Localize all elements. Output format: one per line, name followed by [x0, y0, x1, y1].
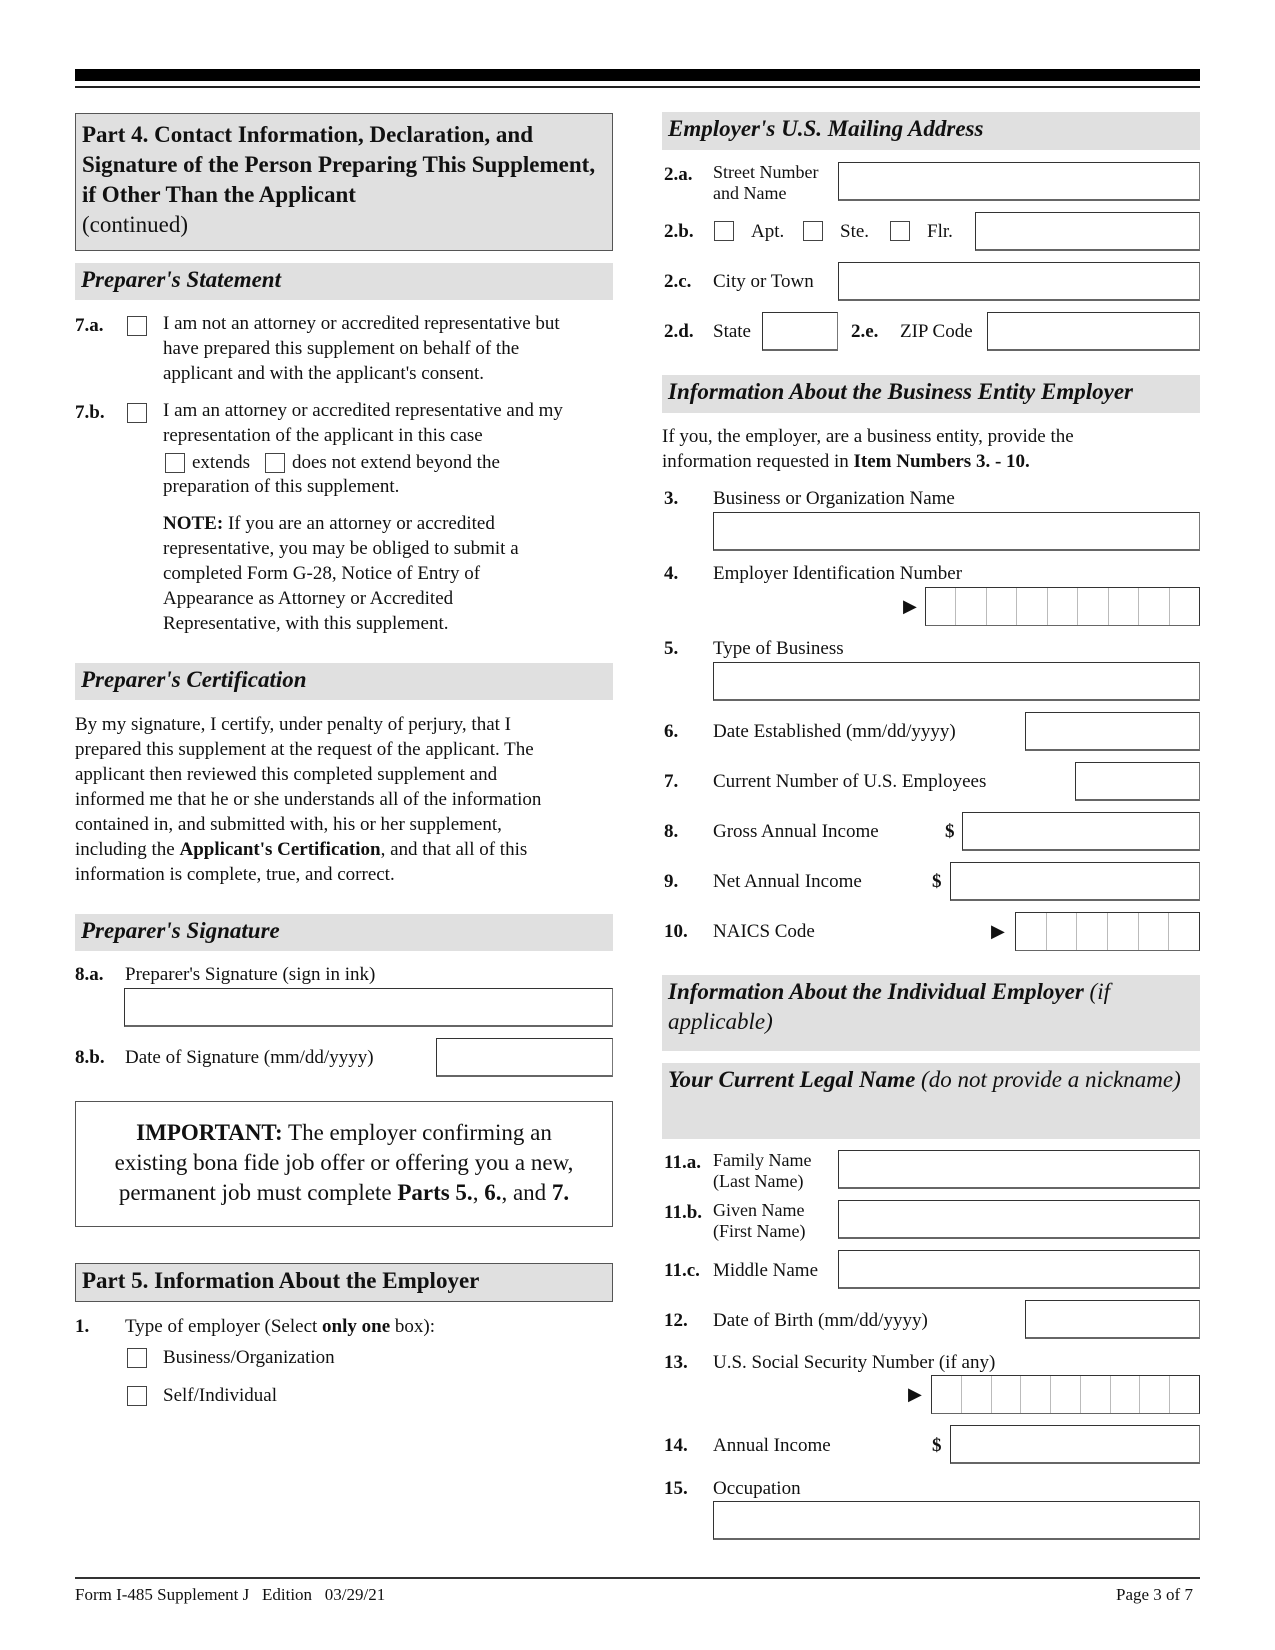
annual-income-field[interactable]	[950, 1425, 1200, 1464]
date-established-field[interactable]	[1025, 712, 1200, 751]
important-parts7: 7.	[551, 1180, 570, 1205]
apt-label: Apt.	[751, 221, 785, 242]
item-7a-line2: have prepared this supplement on behalf of the	[163, 338, 520, 359]
street-number-name-field[interactable]	[838, 162, 1200, 201]
important-and: , and	[501, 1180, 552, 1205]
preparers-signature-heading: Preparer's Signature	[75, 914, 613, 951]
ein-field[interactable]	[925, 587, 1200, 626]
item-1-number: 1.	[75, 1316, 90, 1337]
item-6-label: Date Established (mm/dd/yyyy)	[713, 721, 956, 742]
net-income-dollar-sign: $	[932, 871, 942, 892]
item-13-number: 13.	[664, 1352, 688, 1373]
annual-income-dollar-sign: $	[932, 1435, 942, 1456]
mailing-address-heading: Employer's U.S. Mailing Address	[662, 112, 1200, 150]
part4-continued: (continued)	[82, 212, 189, 237]
legal-name-heading-light: (do not provide a nickname)	[915, 1067, 1181, 1092]
item-9-number: 9.	[664, 871, 679, 892]
legal-name-heading	[662, 1063, 1200, 1139]
checkbox-flr[interactable]	[890, 221, 910, 241]
cert-line4: informed me that he or she understands all of the information	[75, 789, 542, 810]
cert-line3: applicant then reviewed this completed supplement and	[75, 764, 498, 785]
part5-title: Part 5. Information About the Employer	[82, 1268, 480, 1293]
cert-line2: prepared this supplement at the request of the applicant. The	[75, 739, 534, 760]
item-8a-label: Preparer's Signature (sign in ink)	[125, 964, 376, 985]
cert-line6-prefix: including the	[75, 839, 180, 860]
naics-code-field[interactable]	[1015, 912, 1200, 951]
item-10-label: NAICS Code	[713, 921, 815, 942]
option-self-individual: Self/Individual	[163, 1385, 277, 1406]
item-11b-number: 11.b.	[664, 1202, 703, 1223]
item-8-number: 8.	[664, 821, 679, 842]
occupation-field[interactable]	[713, 1501, 1200, 1540]
intro-line1: If you, the employer, are a business entity, provide the	[662, 426, 1074, 447]
item-2e-label: ZIP Code	[900, 321, 973, 342]
item-14-label: Annual Income	[713, 1435, 831, 1456]
item-7b-line1: I am an attorney or accredited representative and my	[163, 400, 563, 421]
cert-applicant-certification: Applicant's Certification	[179, 839, 381, 860]
item-11b-label-line2: (First Name)	[713, 1221, 806, 1241]
item-7a-number: 7.a.	[75, 315, 104, 336]
cert-line7: information is complete, true, and correct.	[75, 864, 395, 885]
legal-name-heading-bold: Your Current Legal Name	[668, 1067, 916, 1092]
item-6-number: 6.	[664, 721, 679, 742]
item-11a-label-line2: (Last Name)	[713, 1171, 804, 1191]
individual-employer-heading-light: (if applicable)	[668, 979, 1110, 1034]
item-4-label: Employer Identification Number	[713, 563, 963, 584]
important-notice	[75, 1101, 613, 1227]
gross-income-dollar-sign: $	[945, 821, 955, 842]
important-line2: existing bona fide job offer or offering you a new,	[114, 1150, 574, 1175]
footer-form-id: Form I-485 Supplement J Edition 03/29/21	[75, 1585, 386, 1604]
item-11b-label	[713, 1200, 805, 1242]
note-line3: completed Form G-28, Notice of Entry of	[163, 563, 481, 584]
business-entity-heading: Information About the Business Entity Employer	[662, 375, 1200, 413]
item-2e-number: 2.e.	[851, 321, 879, 342]
item-1-label	[125, 1314, 435, 1339]
item-3-label: Business or Organization Name	[713, 488, 955, 509]
certification-text	[75, 712, 615, 887]
part4-title: Part 4. Contact Information, Declaration, and Signature of the Person Preparing This Supplement, if Other Than the Applicant	[82, 122, 596, 207]
note-line2: representative, you may be obliged to submit a	[163, 538, 519, 559]
ssn-arrow-icon: ▶	[908, 1384, 922, 1404]
middle-name-field[interactable]	[838, 1250, 1200, 1289]
family-name-field[interactable]	[838, 1150, 1200, 1189]
important-comma: ,	[472, 1180, 485, 1205]
item-9-label: Net Annual Income	[713, 871, 862, 892]
item-2a-label-line2: and Name	[713, 183, 787, 203]
flr-label: Flr.	[927, 221, 953, 242]
item-7b-not-extend-label: does not extend beyond the	[292, 452, 500, 473]
header-thin-rule	[75, 86, 1200, 88]
cert-line5: contained in, and submitted with, his or her supplement,	[75, 814, 502, 835]
item-12-label: Date of Birth (mm/dd/yyyy)	[713, 1310, 928, 1331]
item-11c-number: 11.c.	[664, 1260, 700, 1281]
state-field[interactable]	[762, 312, 838, 351]
preparers-certification-heading: Preparer's Certification	[75, 663, 613, 700]
cert-line6-suffix: , and that all of this	[380, 839, 528, 860]
number-of-employees-field[interactable]	[1075, 762, 1200, 801]
item-7a-line1: I am not an attorney or accredited representative but	[163, 313, 560, 334]
item-2a-number: 2.a.	[664, 164, 693, 185]
note-line4: Appearance as Attorney or Accredited	[163, 588, 454, 609]
date-of-signature-field[interactable]	[436, 1038, 613, 1077]
item-12-number: 12.	[664, 1310, 688, 1331]
item-14-number: 14.	[664, 1435, 688, 1456]
item-7b-line2: representation of the applicant in this case	[163, 425, 483, 446]
item-7b-extends-label: extends	[192, 452, 251, 473]
item-7a-line3: applicant and with the applicant's consent.	[163, 363, 485, 384]
item-8a-number: 8.a.	[75, 964, 104, 985]
item-11b-label-line1: Given Name	[713, 1200, 805, 1220]
checkbox-7a-not-attorney[interactable]	[127, 316, 147, 336]
important-line3-prefix: permanent job must complete	[118, 1180, 398, 1205]
city-town-field[interactable]	[838, 262, 1200, 301]
note-line1: If you are an attorney or accredited	[223, 513, 495, 534]
item-5-label: Type of Business	[713, 638, 844, 659]
important-line1: The employer confirming an	[282, 1120, 552, 1145]
item-7-number: 7.	[664, 771, 679, 792]
note-block	[163, 511, 603, 636]
item-8-label: Gross Annual Income	[713, 821, 879, 842]
item-1-label-prefix: Type of employer (Select	[125, 1316, 323, 1337]
type-of-business-field[interactable]	[713, 662, 1200, 701]
item-4-number: 4.	[664, 563, 679, 584]
preparer-signature-field[interactable]	[124, 988, 613, 1027]
footer-rule	[75, 1577, 1200, 1579]
item-7-label: Current Number of U.S. Employees	[713, 771, 987, 792]
item-1-label-bold: only one	[322, 1316, 391, 1337]
header-thick-rule	[75, 69, 1200, 81]
important-label: IMPORTANT:	[136, 1120, 283, 1145]
checkbox-7b-does-not-extend[interactable]	[265, 453, 285, 473]
option-business-organization: Business/Organization	[163, 1347, 335, 1368]
important-parts5: Parts 5.	[397, 1180, 473, 1205]
preparers-statement-heading: Preparer's Statement	[75, 263, 613, 300]
intro-line2-prefix: information requested in	[662, 451, 854, 472]
item-7b-number: 7.b.	[75, 402, 105, 423]
ssn-field[interactable]	[931, 1375, 1200, 1414]
apt-ste-flr-number-field[interactable]	[975, 212, 1200, 251]
checkbox-7b-attorney[interactable]	[127, 403, 147, 423]
item-11c-label: Middle Name	[713, 1260, 819, 1281]
item-13-label: U.S. Social Security Number (if any)	[713, 1352, 996, 1373]
item-15-label: Occupation	[713, 1478, 801, 1499]
given-name-field[interactable]	[838, 1200, 1200, 1239]
item-5-number: 5.	[664, 638, 679, 659]
important-parts6: 6.	[484, 1180, 502, 1205]
item-1-label-suffix: box):	[390, 1316, 436, 1337]
checkbox-ste[interactable]	[803, 221, 823, 241]
item-11a-number: 11.a.	[664, 1152, 701, 1173]
item-7b-line4: preparation of this supplement.	[163, 476, 400, 497]
date-of-birth-field[interactable]	[1025, 1300, 1200, 1339]
item-2a-label	[713, 162, 818, 204]
item-11a-label	[713, 1150, 811, 1192]
item-2c-number: 2.c.	[664, 271, 692, 292]
cert-line1: By my signature, I certify, under penalty of perjury, that I	[75, 714, 511, 735]
note-line5: Representative, with this supplement.	[163, 613, 449, 634]
item-8b-number: 8.b.	[75, 1047, 105, 1068]
zip-code-field[interactable]	[987, 312, 1200, 351]
checkbox-7b-extends[interactable]	[165, 453, 185, 473]
business-entity-intro	[662, 424, 1202, 474]
item-2a-label-line1: Street Number	[713, 162, 819, 182]
item-2d-label: State	[713, 321, 751, 342]
naics-arrow-icon: ▶	[991, 921, 1005, 941]
note-label: NOTE:	[163, 513, 224, 534]
checkbox-self-individual[interactable]	[127, 1386, 147, 1406]
item-3-number: 3.	[664, 488, 679, 509]
item-2b-number: 2.b.	[664, 221, 694, 242]
item-15-number: 15.	[664, 1478, 688, 1499]
part4-header	[75, 113, 613, 251]
item-8b-label: Date of Signature (mm/dd/yyyy)	[125, 1047, 374, 1068]
intro-item-numbers: Item Numbers 3. - 10.	[853, 451, 1030, 472]
ste-label: Ste.	[840, 221, 870, 242]
item-11a-label-line1: Family Name	[713, 1150, 812, 1170]
footer-page-number: Page 3 of 7	[1116, 1585, 1193, 1604]
ein-arrow-icon: ▶	[903, 596, 917, 616]
business-name-field[interactable]	[713, 512, 1200, 551]
gross-annual-income-field[interactable]	[962, 812, 1200, 851]
individual-employer-heading-bold: Information About the Individual Employer	[668, 979, 1084, 1004]
checkbox-apt[interactable]	[714, 221, 734, 241]
part5-header	[75, 1263, 613, 1302]
net-annual-income-field[interactable]	[950, 862, 1200, 901]
item-10-number: 10.	[664, 921, 688, 942]
item-2c-label: City or Town	[713, 271, 814, 292]
item-2d-number: 2.d.	[664, 321, 694, 342]
checkbox-business-organization[interactable]	[127, 1348, 147, 1368]
individual-employer-heading	[662, 975, 1200, 1051]
